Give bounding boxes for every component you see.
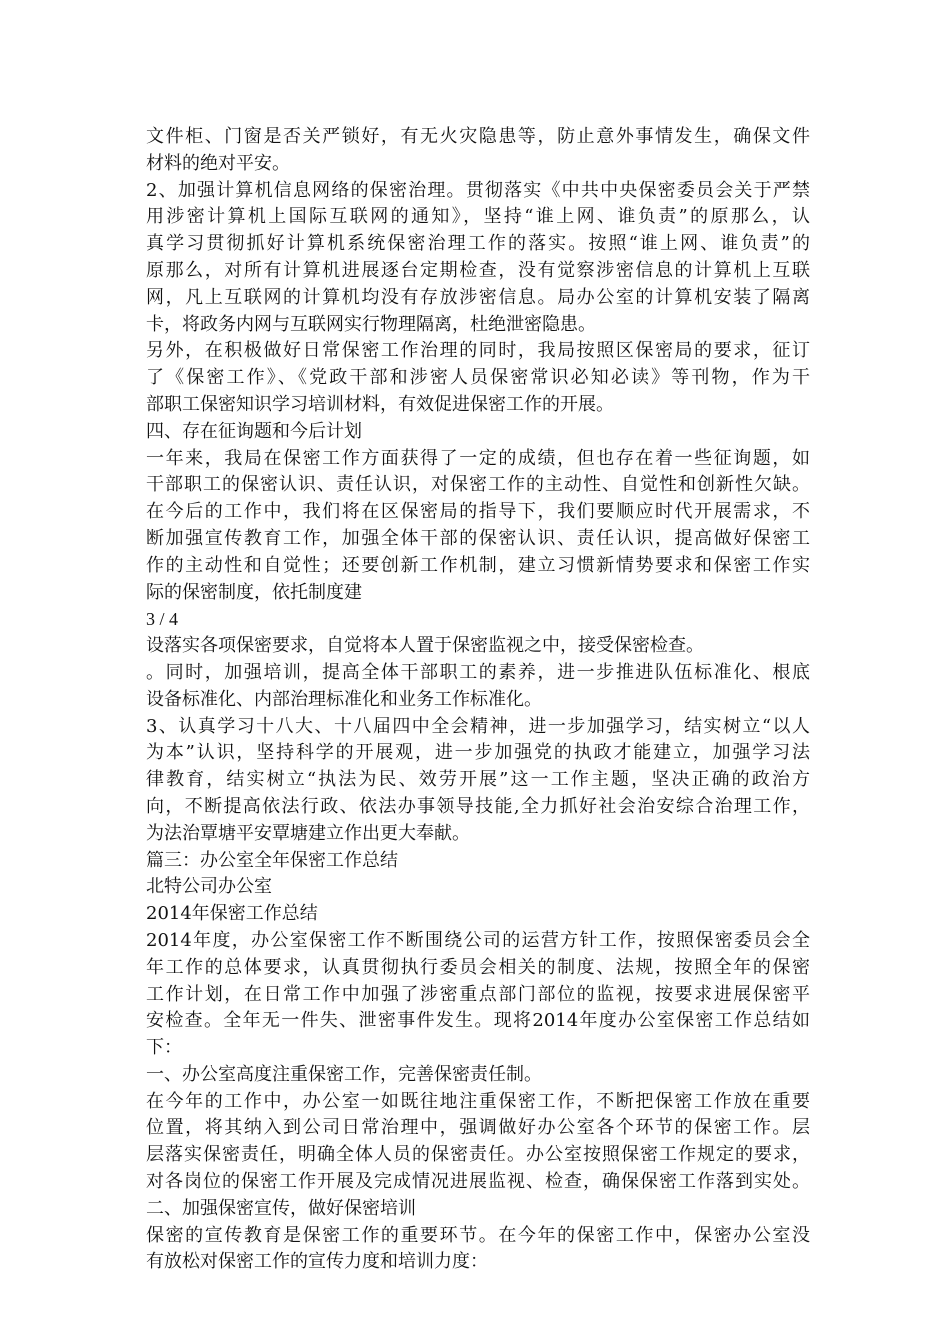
text-line: 另外，在积极做好日常保密工作治理的同时，我局按照区保密局的要求，征订 [146, 340, 810, 362]
text-line: 一、办公室高度注重保密工作，完善保密责任制。 [146, 1063, 542, 1085]
text-line: 作的主动性和自觉性；还要创新工作机制，建立习惯新情势要求和保密工作实 [146, 554, 810, 576]
text-line: 二、加强保密宣传，做好保密培训 [146, 1197, 416, 1219]
text-line: 干部职工的保密认识、责任认识，对保密工作的主动性、自觉性和创新性欠缺。 [146, 474, 810, 496]
text-line: 了《保密工作》、《党政干部和涉密人员保密常识必知必读》等刊物，作为干 [146, 367, 810, 389]
text-line: 为本”认识，坚持科学的开展观，进一步加强党的执政才能建立，加强学习法 [146, 742, 810, 764]
text-line: 保密的宣传教育是保密工作的重要环节。在今年的保密工作中，保密办公室没 [146, 1224, 810, 1246]
text-line: 部职工保密知识学习培训材料，有效促进保密工作的开展。 [146, 393, 614, 415]
text-line: 律教育，结实树立“执法为民、效劳开展”这一工作主题，坚决正确的政治方 [146, 769, 810, 791]
text-line: 材料的绝对平安。 [146, 152, 290, 174]
text-line: 设备标准化、内部治理标准化和业务工作标准化。 [146, 688, 542, 710]
text-line: 安检查。全年无一件失、泄密事件发生。现将2014年度办公室保密工作总结如 [146, 1010, 810, 1032]
text-line: 2014年度，办公室保密工作不断围绕公司的运营方针工作，按照保密委员会全 [146, 929, 810, 951]
text-line: 层落实保密责任，明确全体人员的保密责任。办公室按照保密工作规定的要求， [146, 1144, 810, 1166]
text-line: 下： [146, 1037, 182, 1059]
document-page [146, 124, 810, 1276]
text-line: 网，凡上互联网的计算机均没有存放涉密信息。局办公室的计算机安装了隔离 [146, 286, 810, 308]
page-number: 3 / 4 [146, 609, 179, 630]
text-line: 有放松对保密工作的宣传力度和培训力度： [146, 1251, 488, 1273]
text-line: 卡，将政务内网与互联网实行物理隔离，杜绝泄密隐患。 [146, 313, 596, 335]
text-line: 篇三：办公室全年保密工作总结 [146, 849, 398, 871]
text-line: 文件柜、门窗是否关严锁好，有无火灾隐患等，防止意外事情发生，确保文件 [146, 126, 810, 147]
text-line: 为法治覃塘平安覃塘建立作出更大奉献。 [146, 822, 470, 844]
text-line: 一年来，我局在保密工作方面获得了一定的成绩，但也存在着一些征询题，如 [146, 447, 810, 469]
text-line: 工作计划，在日常工作中加强了涉密重点部门部位的监视，按要求进展保密平 [146, 983, 810, 1005]
text-line: 真学习贯彻抓好计算机系统保密治理工作的落实。按照“谁上网、谁负责”的 [146, 233, 810, 255]
text-line: 对各岗位的保密工作开展及完成情况进展监视、检查，确保保密工作落到实处。 [146, 1171, 810, 1193]
text-line: 年工作的总体要求，认真贯彻执行委员会相关的制度、法规，按照全年的保密 [146, 956, 810, 978]
text-line: 在今年的工作中，办公室一如既往地注重保密工作，不断把保密工作放在重要 [146, 1090, 810, 1112]
text-line: 北特公司办公室 [146, 876, 272, 898]
text-line: 四、存在征询题和今后计划 [146, 420, 362, 442]
text-line: 际的保密制度，依托制度建 [146, 581, 362, 603]
text-line: 在今后的工作中，我们将在区保密局的指导下，我们要顺应时代开展需求，不 [146, 501, 810, 523]
text-line: 断加强宣传教育工作，加强全体干部的保密认识、责任认识，提高做好保密工 [146, 527, 810, 549]
text-line: 向，不断提高依法行政、依法办事领导技能,全力抓好社会治安综合治理工作， [146, 795, 810, 817]
text-line: 用涉密计算机上国际互联网的通知》，坚持“谁上网、谁负责”的原那么，认 [146, 206, 810, 228]
text-line: 原那么，对所有计算机进展逐台定期检查，没有觉察涉密信息的计算机上互联 [146, 259, 810, 281]
text-line: 。同时，加强培训，提高全体干部职工的素养，进一步推进队伍标准化、根底 [146, 661, 810, 683]
text-line: 2014年保密工作总结 [146, 903, 318, 925]
text-line: 位置，将其纳入到公司日常治理中，强调做好办公室各个环节的保密工作。层 [146, 1117, 810, 1139]
text-line: 3、认真学习十八大、十八届四中全会精神，进一步加强学习，结实树立“以人 [146, 715, 810, 737]
text-line: 2、加强计算机信息网络的保密治理。贯彻落实《中共中央保密委员会关于严禁 [146, 179, 810, 201]
text-line: 设落实各项保密要求，自觉将本人置于保密监视之中，接受保密检查。 [146, 635, 704, 657]
